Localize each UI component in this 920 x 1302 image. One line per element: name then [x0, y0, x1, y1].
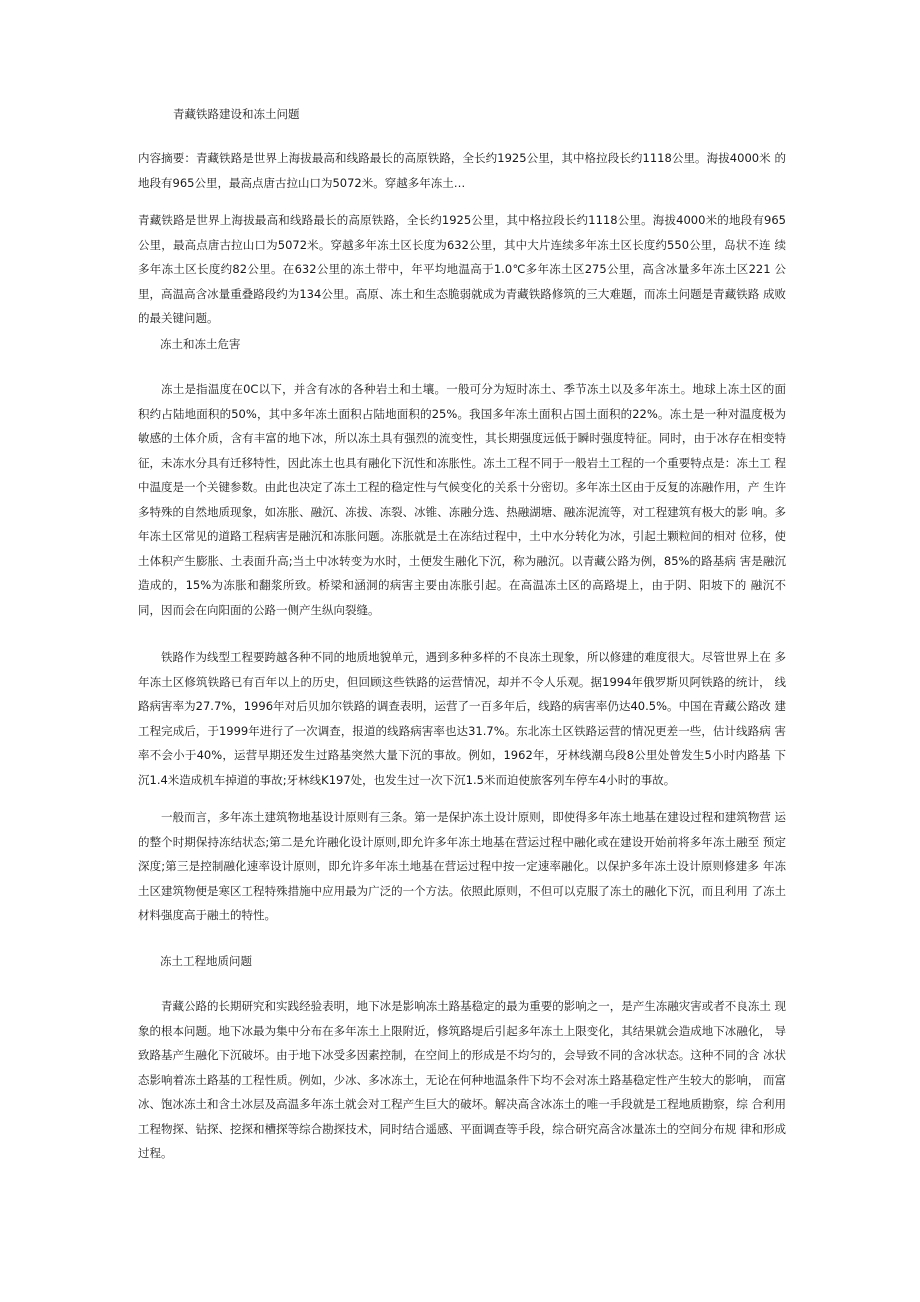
- frozen-soil-paragraph-3: 一般而言，多年冻土建筑物地基设计原则有三条。第一是保护冻土设计原则，即使得多年冻土地基在建设过程和建筑物营 运的整个时期保持冻结状态;第二是允许融化设计原则,即允许多年冻土地基在营运过程中融化或在建设开始前将多年冻土融至 预定深度;第三是控制融化速率设计原则，即允许多年冻土地基在营运过程中按一定速率融化。以保护多年冻土设计原则修建多 年冻土区建筑物便是寒区工程特殊措施中应用最为广泛的一个方法。依照此原则，不但可以克服了冻土的融化下沉，而且利用 了冻土材料强度高于融土的特性。: [138, 810, 786, 922]
- section-heading-engineering-geology: 冻土工程地质问题: [160, 954, 252, 968]
- abstract-paragraph: 内容摘要：青藏铁路是世界上海拔最高和线路最长的高原铁路，全长约1925公里，其中格拉段长约1118公里。海拔4000米 的地段有965公里，最高点唐古拉山口为5072米。穿越多年冻土…: [138, 151, 786, 190]
- frozen-soil-paragraph-2: 铁路作为线型工程要跨越各种不同的地质地貌单元，遇到多种多样的不良冻土现象，所以修建的难度很大。尽管世界上在 多年冻土区修筑铁路已有百年以上的历史，但回顾这些铁路的运营情况，却并不令人乐观。据1994年俄罗斯贝阿铁路的统计， 线路病害率为27.7%，1996年对后贝加尔铁路的调查表明，运营了一百多年后，线路的病害率仍达40.5%。中国在青藏公路改 建工程完成后，于1999年进行了一次调查，报道的线路病害率也达31.7%。东北冻土区铁路运营的情况更差一些，估计线路病 害率不会小于40%，运营早期还发生过路基突然大量下沉的事故。例如，1962年，牙林线潮乌段8公里处曾发生5小时内路基 下沉1.4米造成机车掉道的事故;牙林线K197处，也发生过一次下沉1.5米而迫使旅客列车停车4小时的事故。: [138, 650, 786, 787]
- section-heading-frozen-soil-hazards: 冻土和冻土危害: [160, 337, 241, 351]
- frozen-soil-paragraph-1: 冻土是指温度在0C以下，并含有冰的各种岩土和土壤。一般可分为短时冻土、季节冻土以及多年冻土。地球上冻土区的面 积约占陆地面积的50%，其中多年冻土面积占陆地面积的25%。我国多年冻土面积占国土面积的22%。冻土是一种对温度极为 敏感的土体介质，含有丰富的地下冰，所以冻土具有强烈的流变性，其长期强度远低于瞬时强度特征。同时，由于冰存在相变特 征，未冻水分具有迁移特性，因此冻土也具有融化下沉性和冻胀性。冻土工程不同于一般岩土工程的一个重要特点是：冻土工 程中温度是一个关键参数。由此也决定了冻土工程的稳定性与气候变化的关系十分密切。多年冻土区由于反复的冻融作用，产 生许多特殊的自然地质现象，如冻胀、融沉、冻拔、冻裂、冰锥、冻融分选、热融湖塘、融冻泥流等，对工程建筑有极大的影 响。多年冻土区常见的道路工程病害是融沉和冻胀问题。冻胀就是土在冻结过程中，土中水分转化为冰，引起土颗粒间的相对 位移，使土体积产生膨胀、土表面升高;当土中冰转变为水时，土便发生融化下沉，称为融沉。以青藏公路为例，85%的路基病 害是融沉造成的，15%为冻胀和翻浆所致。桥梁和涵洞的病害主要由冻胀引起。在高温冻土区的高路堤上，由于阴、阳坡下的 融沉不同，因而会在向阳面的公路一侧产生纵向裂缝。: [138, 382, 786, 617]
- intro-paragraph: 青藏铁路是世界上海拔最高和线路最长的高原铁路，全长约1925公里，其中格拉段长约1118公里。海拔4000米的地段有965 公里，最高点唐古拉山口为5072米。穿越多年冻土区长度为632公里，其中大片连续多年冻土区长度约550公里，岛状不连 续多年冻土区长度约82公里。在632公里的冻土带中，年平均地温高于1.0℃多年冻土区275公里，高含冰量多年冻土区221 公里，高温高含冰量重叠路段约为134公里。高原、冻土和生态脆弱就成为青藏铁路修筑的三大难题，而冻土问题是青藏铁路 成败的最关键问题。: [138, 213, 786, 325]
- document-title: 青藏铁路建设和冻土问题: [173, 107, 300, 121]
- engineering-geology-paragraph: 青藏公路的长期研究和实践经验表明，地下冰是影响冻土路基稳定的最为重要的影响之一，是产生冻融灾害或者不良冻土 现象的根本问题。地下冰最为集中分布在多年冻土上限附近，修筑路堤后引起多年冻土上限变化，其结果就会造成地下冰融化， 导致路基产生融化下沉破坏。由于地下冰受多因素控制，在空间上的形成是不均匀的，会导致不同的含冰状态。这种不同的含 冰状态影响着冻土路基的工程性质。例如，少冰、多冰冻土，无论在何种地温条件下均不会对冻土路基稳定性产生较大的影响， 而富冰、饱冰冻土和含土冰层及高温多年冻土就会对工程产生巨大的破坏。解决高含冰冻土的唯一手段就是工程地质勘察，综 合利用工程物探、钻探、挖探和槽探等综合勘探技术，同时结合遥感、平面调查等手段，综合研究高含冰量冻土的空间分布规 律和形成过程。: [138, 999, 786, 1160]
